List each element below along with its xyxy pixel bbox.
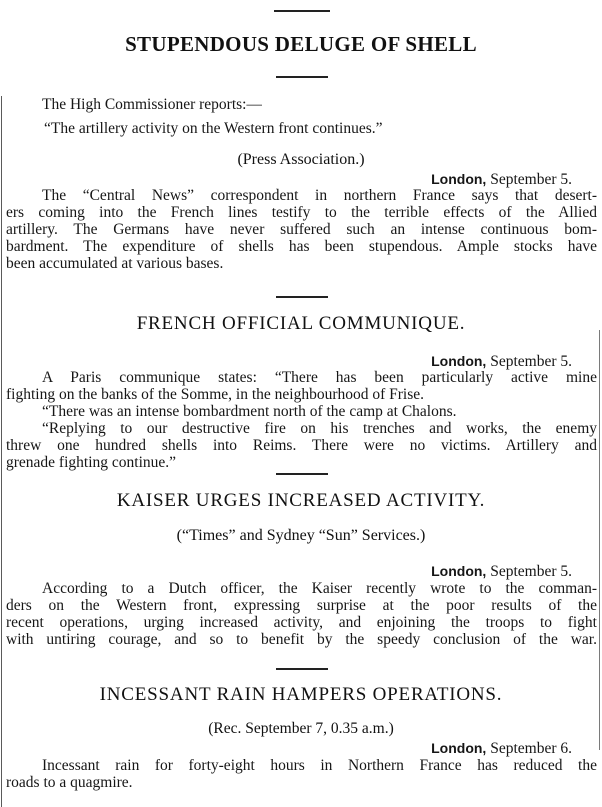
body-line: A Paris communique states: “There has been particularly active mine (42, 369, 597, 386)
body-line: threw one hundred shells into Reims. There were no victims. Artillery and (6, 437, 597, 454)
received-line: (Rec. September 7, 0.35 a.m.) (208, 720, 394, 737)
body-line: “Replying to our destructive fire on his trenches and works, the enemy (42, 420, 597, 437)
dateline-date: September 5. (490, 353, 572, 370)
source-line: (“Times” and Sydney “Sun” Services.) (176, 527, 426, 544)
headline-french-communique: FRENCH OFFICIAL COMMUNIQUE. (136, 313, 466, 334)
section-divider (276, 668, 328, 670)
dateline-date: September 5. (490, 171, 572, 188)
headline-incessant-rain: INCESSANT RAIN HAMPERS OPERATIONS. (99, 684, 503, 705)
body-line: grenade fighting continue.” (6, 454, 177, 471)
body-line: been accumulated at various bases. (6, 255, 224, 272)
body-line: According to a Dutch officer, the Kaiser recently wrote to the comman- (42, 580, 597, 597)
dateline-date: September 6. (490, 740, 572, 757)
headline-kaiser-urges: KAISER URGES INCREASED ACTIVITY. (116, 490, 486, 511)
body-line: The “Central News” correspondent in northern France says that desert- (42, 187, 597, 204)
body-line: artillery. The Germans have never suffered such an intense continuous bom- (6, 221, 597, 238)
headline-stupendous-deluge: STUPENDOUS DELUGE OF SHELL (125, 32, 477, 56)
section-divider (276, 473, 328, 475)
body-line: fighting on the banks of the Somme, in the neighbourhood of Frise. (6, 386, 425, 403)
body-line: Incessant rain for forty-eight hours in Northern France has reduced the (42, 757, 597, 774)
dateline-city: London, (431, 171, 487, 187)
body-line: with untiring courage, and so to benefit by the speedy conclusion of the war. (6, 631, 597, 648)
section-divider (276, 76, 328, 78)
body-line: recent operations, urging increased activity, and enjoining the troops to fight (6, 614, 597, 631)
dateline-city: London, (431, 353, 487, 369)
dateline-city: London, (431, 563, 487, 579)
dateline (431, 171, 572, 188)
intro-quote: “The artillery activity on the Western front continues.” (44, 120, 383, 137)
body-line: roads to a quagmire. (6, 774, 133, 791)
dateline (431, 563, 572, 580)
body-line: “There was an intense bombardment north of the camp at Chalons. (42, 403, 457, 420)
dateline (431, 353, 572, 370)
body-line: bardment. The expenditure of shells has been stupendous. Ample stocks have (6, 238, 597, 255)
section-divider (274, 10, 330, 12)
dateline (431, 740, 572, 757)
body-line: ers coming into the French lines testify to the terrible effects of the Allied (6, 204, 597, 221)
intro-line: The High Commissioner reports:— (42, 96, 262, 113)
dateline-city: London, (431, 740, 487, 756)
body-line: ders on the Western front, expressing surprise at the poor results of the (6, 597, 597, 614)
source-line: (Press Association.) (237, 151, 365, 168)
section-divider (276, 296, 328, 298)
dateline-date: September 5. (490, 563, 572, 580)
